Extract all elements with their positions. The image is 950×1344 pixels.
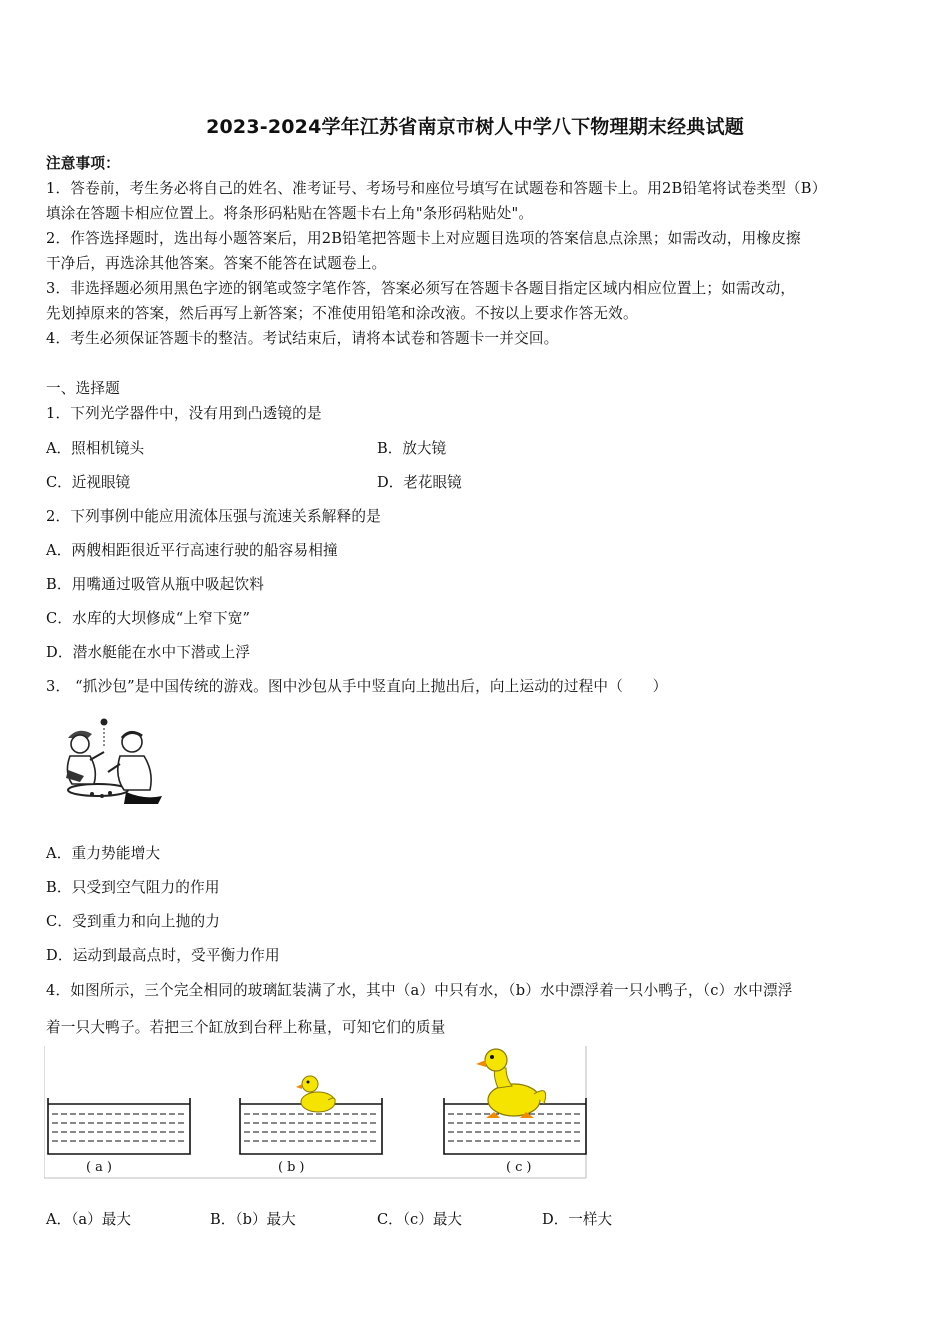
q2-option-c: C．水库的大坝修成“上窄下宽” bbox=[46, 610, 251, 627]
notice-line-4: 干净后，再选涂其他答案。答案不能答在试题卷上。 bbox=[46, 255, 387, 272]
tank-a bbox=[48, 1098, 190, 1154]
page-title: 2023-2024学年江苏省南京市树人中学八下物理期末经典试题 bbox=[206, 116, 744, 138]
q2-option-a: A．两艘相距很近平行高速行驶的船容易相撞 bbox=[46, 542, 338, 559]
q1-option-b: B．放大镜 bbox=[377, 440, 447, 457]
tank-c bbox=[444, 1049, 586, 1154]
tank-c-label: (c) bbox=[506, 1160, 536, 1175]
big-duck-icon bbox=[476, 1049, 546, 1118]
tank-b-label: (b) bbox=[278, 1160, 309, 1175]
sandbag-game-illustration bbox=[54, 712, 166, 808]
q3-stem: 3． “抓沙包”是中国传统的游戏。图中沙包从手中竖直向上抛出后，向上运动的过程中（ ） bbox=[46, 678, 668, 695]
notice-line-6: 先划掉原来的答案，然后再写上新答案；不准使用铅笔和涂改液。不按以上要求作答无效。 bbox=[46, 305, 638, 322]
q4-option-c: C．（c）最大 bbox=[377, 1211, 463, 1228]
q1-option-d: D．老花眼镜 bbox=[377, 474, 462, 491]
section-heading: 一、选择题 bbox=[46, 380, 120, 397]
notice-line-7: 4．考生必须保证答题卡的整洁。考试结束后，请将本试卷和答题卡一并交回。 bbox=[46, 330, 559, 347]
q4-stem-line-1: 4．如图所示，三个完全相同的玻璃缸装满了水，其中（a）中只有水，（b）水中漂浮着一只小鸭子，（c）水中漂浮 bbox=[46, 982, 793, 999]
q1-stem: 1．下列光学器件中，没有用到凸透镜的是 bbox=[46, 405, 322, 422]
q2-option-d: D．潜水艇能在水中下潜或上浮 bbox=[46, 644, 251, 661]
notice-line-2: 填涂在答题卡相应位置上。将条形码粘贴在答题卡右上角"条形码粘贴处"。 bbox=[46, 205, 534, 222]
q3-option-d: D．运动到最高点时，受平衡力作用 bbox=[46, 947, 280, 964]
tank-b bbox=[240, 1076, 382, 1154]
q1-option-c: C．近视眼镜 bbox=[46, 474, 131, 491]
q2-stem: 2．下列事例中能应用流体压强与流速关系解释的是 bbox=[46, 508, 381, 525]
small-duck-icon bbox=[296, 1076, 335, 1112]
q4-option-a: A．（a）最大 bbox=[46, 1211, 131, 1228]
notice-heading: 注意事项： bbox=[46, 155, 120, 172]
tank-a-label: (a) bbox=[86, 1160, 116, 1175]
q4-stem-line-2: 着一只大鸭子。若把三个缸放到台秤上称量，可知它们的质量 bbox=[46, 1019, 446, 1036]
notice-line-5: 3．非选择题必须用黑色字迹的钢笔或签字笔作答，答案必须写在答题卡各题目指定区域内相应位置上；如需改动， bbox=[46, 280, 796, 297]
q2-option-b: B．用嘴通过吸管从瓶中吸起饮料 bbox=[46, 576, 265, 593]
q4-option-d: D．一样大 bbox=[542, 1211, 613, 1228]
q1-option-a: A．照相机镜头 bbox=[46, 440, 145, 457]
notice-line-1: 1．答卷前，考生务必将自己的姓名、准考证号、考场号和座位号填写在试题卷和答题卡上。用2B铅笔将试卷类型（B） bbox=[46, 180, 827, 197]
q3-option-b: B．只受到空气阻力的作用 bbox=[46, 879, 220, 896]
q3-option-c: C．受到重力和向上抛的力 bbox=[46, 913, 221, 930]
q3-option-a: A．重力势能增大 bbox=[46, 845, 161, 862]
q4-option-b: B．（b）最大 bbox=[210, 1211, 296, 1228]
notice-line-3: 2．作答选择题时，选出每小题答案后，用2B铅笔把答题卡上对应题目选项的答案信息点涂黑；如需改动，用橡皮擦 bbox=[46, 230, 801, 247]
